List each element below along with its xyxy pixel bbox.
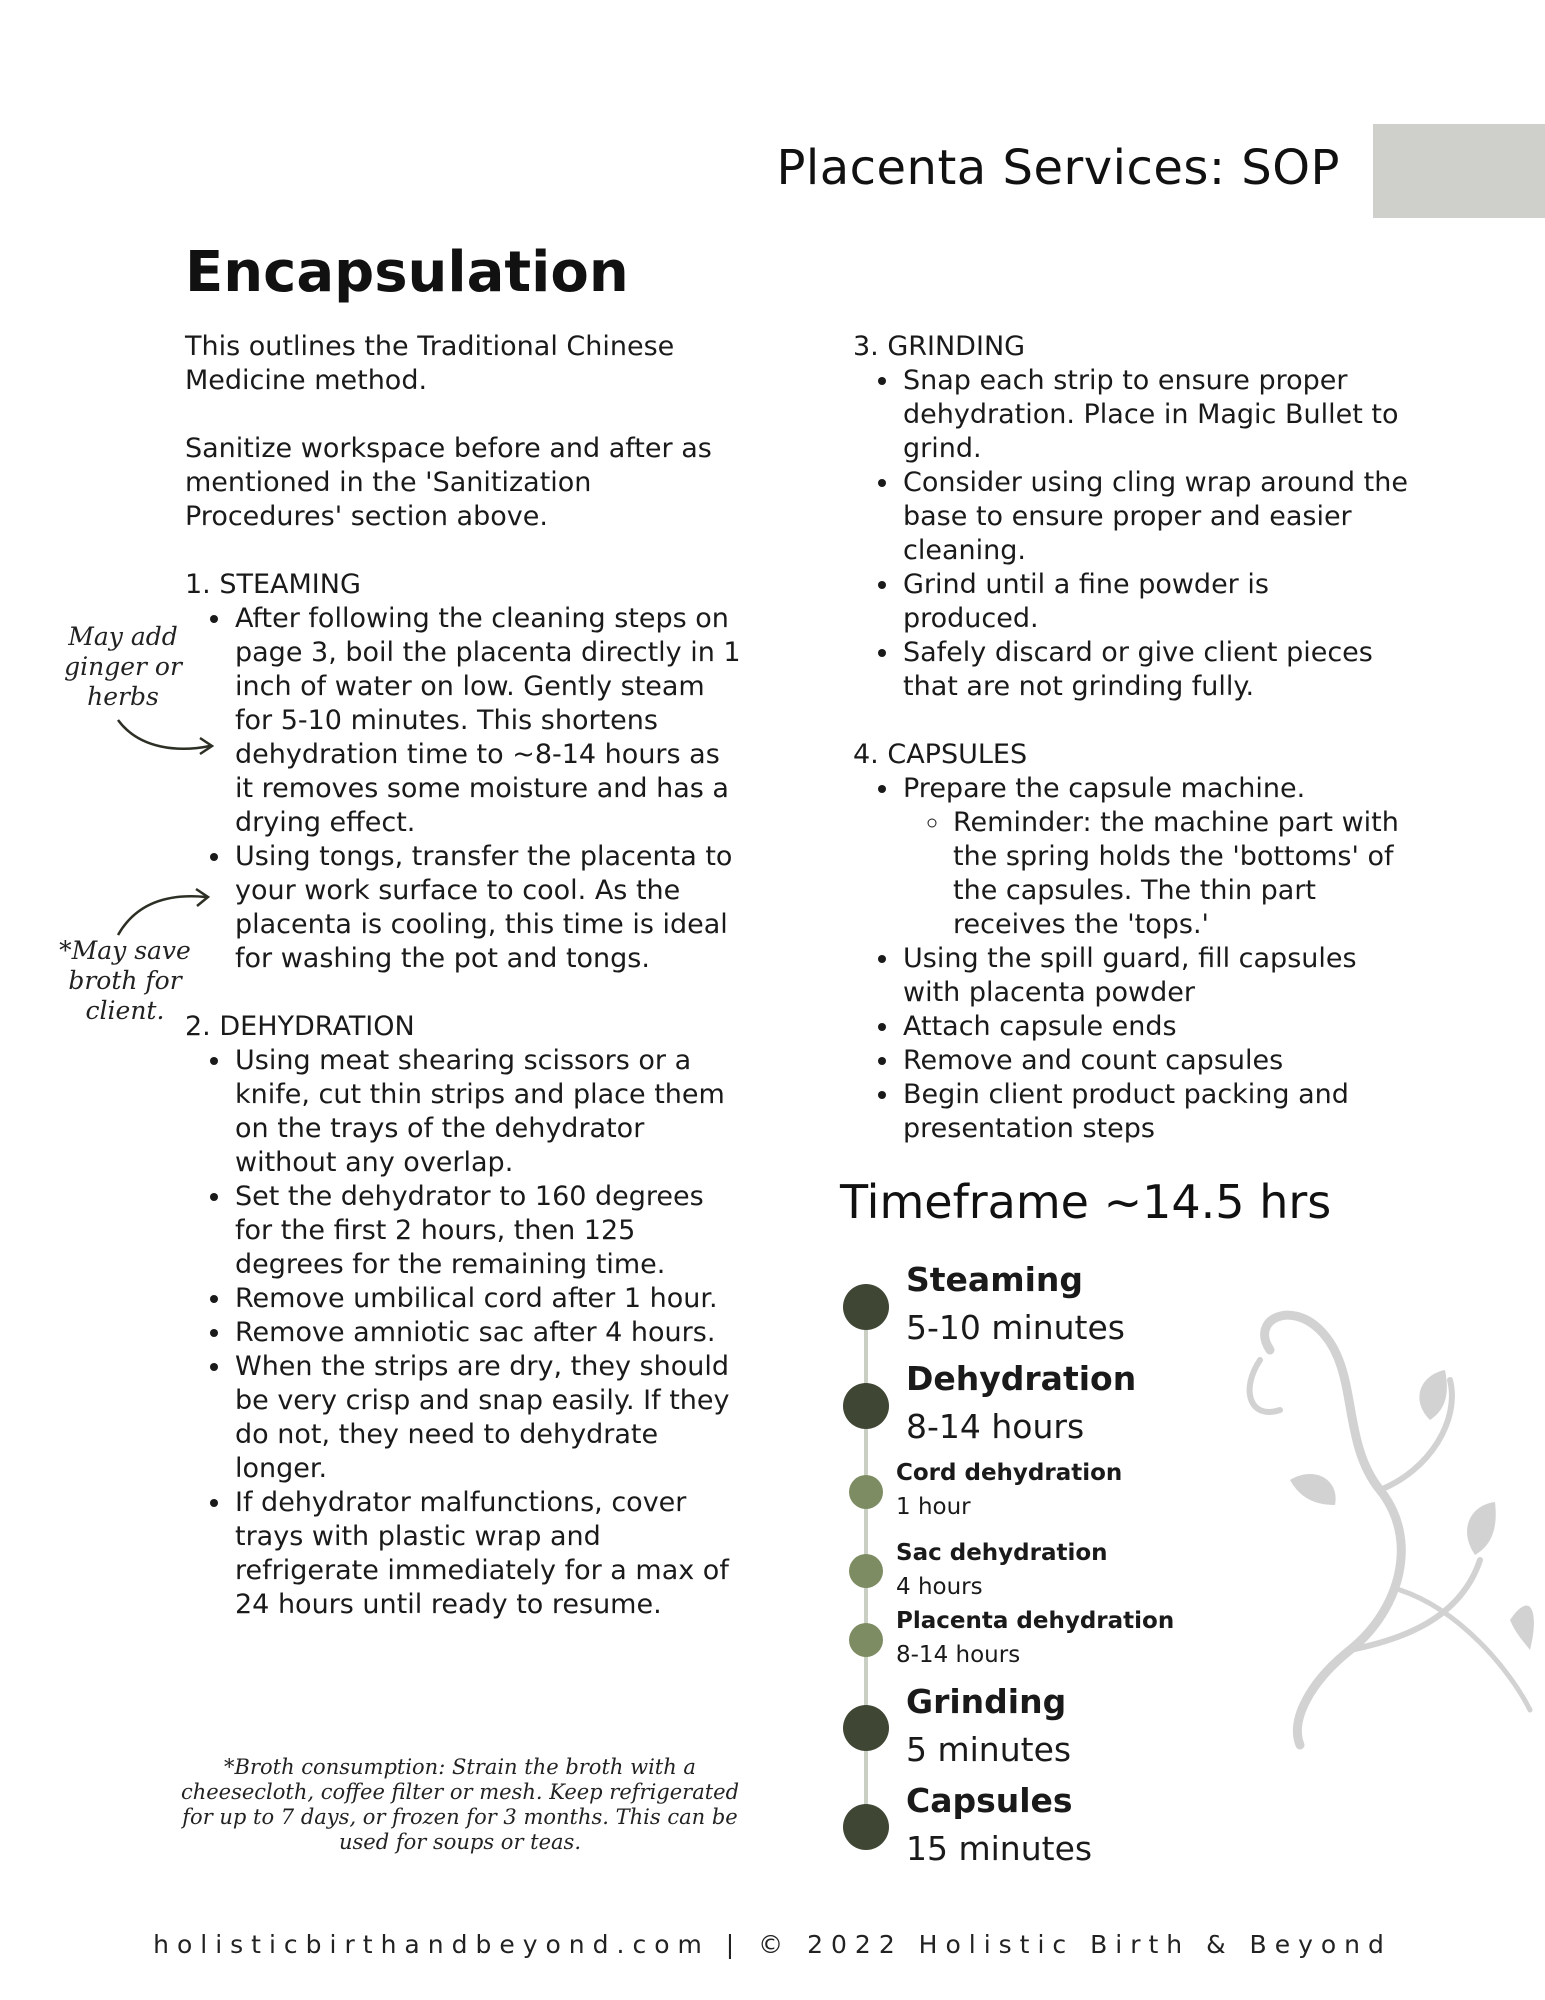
timeline-dot	[843, 1383, 889, 1429]
steaming-section	[185, 568, 745, 976]
list-item: • Attach capsule ends	[901, 1010, 1413, 1044]
timeline-step-duration: 15 minutes	[906, 1829, 1093, 1868]
timeline-dot	[843, 1284, 889, 1330]
list-item: • Set the dehydrator to 160 degrees for the first 2 hours, then 125 degrees for the remaining time.	[233, 1180, 745, 1282]
right-column	[853, 330, 1413, 1180]
timeline-dot	[843, 1804, 889, 1850]
list-item: • Using the spill guard, fill capsules with placenta powder	[901, 942, 1413, 1010]
grinding-list	[853, 364, 1413, 704]
timeline-step-name: Sac dehydration	[896, 1540, 1108, 1566]
timeline-step-name: Cord dehydration	[896, 1460, 1123, 1486]
list-item	[901, 772, 1413, 942]
list-item: • After following the cleaning steps on page 3, boil the placenta directly in 1 inch of water on low. Gently steam for 5-10 minutes. This shortens dehydration time to ~8-14 hours as it removes some moisture and has a drying effect.	[233, 602, 745, 840]
capsules-heading: 4. CAPSULES	[853, 739, 1028, 770]
timeline-step-name: Placenta dehydration	[896, 1608, 1175, 1634]
timeline-step-duration: 5-10 minutes	[906, 1308, 1125, 1347]
dehydration-section	[185, 1010, 745, 1622]
timeline-step-name: Capsules	[906, 1781, 1073, 1820]
timeline-dot	[843, 1705, 889, 1751]
botanical-ornament-icon	[1230, 1290, 1545, 1750]
timeline-step-name: Steaming	[906, 1260, 1084, 1299]
dehydration-list	[185, 1044, 745, 1622]
list-item: • Remove umbilical cord after 1 hour.	[233, 1282, 745, 1316]
timeline-step-name: Grinding	[906, 1682, 1067, 1721]
grinding-heading: 3. GRINDING	[853, 331, 1026, 362]
list-item: • Remove amniotic sac after 4 hours.	[233, 1316, 745, 1350]
left-column	[185, 330, 745, 1656]
grinding-section	[853, 330, 1413, 704]
list-item: • Using meat shearing scissors or a knife, cut thin strips and place them on the trays of the dehydrator without any overlap.	[233, 1044, 745, 1180]
timeframe-heading: Timeframe ~14.5 hrs	[840, 1175, 1332, 1229]
capsules-section	[853, 738, 1413, 1146]
list-item: • Safely discard or give client pieces that are not grinding fully.	[901, 636, 1413, 704]
list-item-text: Prepare the capsule machine.	[903, 773, 1306, 804]
timeline-step-duration: 8-14 hours	[896, 1642, 1021, 1668]
list-item: • When the strips are dry, they should be very crisp and snap easily. If they do not, they need to dehydrate longer.	[233, 1350, 745, 1486]
page-title: Encapsulation	[185, 240, 629, 305]
broth-arrow-icon	[110, 885, 215, 940]
list-item: • Using tongs, transfer the placenta to your work surface to cool. As the placenta is cooling, this time is ideal for washing the pot and tongs.	[233, 840, 745, 976]
sanitize-paragraph: Sanitize workspace before and after as mentioned in the 'Sanitization Procedures' section above.	[185, 433, 712, 532]
header-tab-decoration	[1373, 124, 1545, 218]
ginger-margin-note: May add ginger or herbs	[64, 622, 182, 711]
header-title: Placenta Services: SOP	[776, 140, 1340, 196]
list-item: • Consider using cling wrap around the base to ensure proper and easier cleaning.	[901, 466, 1413, 568]
timeline-step-duration: 4 hours	[896, 1574, 983, 1600]
capsules-sub-list	[903, 806, 1413, 942]
footer: holisticbirthandbeyond.com | © 2022 Holistic Birth & Beyond	[153, 1930, 1392, 1959]
list-item: • Snap each strip to ensure proper dehydration. Place in Magic Bullet to grind.	[901, 364, 1413, 466]
sub-list-item: ◦ Reminder: the machine part with the spring holds the 'bottoms' of the capsules. The thin part receives the 'tops.'	[951, 806, 1413, 942]
steaming-list	[185, 602, 745, 976]
capsules-list	[853, 772, 1413, 1146]
timeline-step-duration: 5 minutes	[906, 1730, 1072, 1769]
list-item: • If dehydrator malfunctions, cover trays with plastic wrap and refrigerate immediately for a max of 24 hours until ready to resume.	[233, 1486, 745, 1622]
steaming-heading: 1. STEAMING	[185, 569, 361, 600]
list-item: • Grind until a fine powder is produced.	[901, 568, 1413, 636]
dehydration-heading: 2. DEHYDRATION	[185, 1011, 415, 1042]
timeline-step-duration: 8-14 hours	[906, 1407, 1085, 1446]
timeline-dot	[849, 1475, 883, 1509]
timeline-step-name: Dehydration	[906, 1359, 1137, 1398]
intro-paragraph: This outlines the Traditional Chinese Medicine method.	[185, 331, 675, 396]
broth-footnote: *Broth consumption: Strain the broth with a cheesecloth, coffee filter or mesh. Keep refrigerated for up to 7 days, or frozen for 3 months. This can be used for soups or teas.	[180, 1755, 740, 1854]
timeline-step-duration: 1 hour	[896, 1494, 971, 1520]
broth-margin-note: *May save broth for client.	[59, 936, 191, 1025]
list-item: • Remove and count capsules	[901, 1044, 1413, 1078]
timeline-dot	[849, 1554, 883, 1588]
ginger-arrow-icon	[110, 710, 220, 760]
timeline-dot	[849, 1623, 883, 1657]
list-item: • Begin client product packing and presentation steps	[901, 1078, 1413, 1146]
